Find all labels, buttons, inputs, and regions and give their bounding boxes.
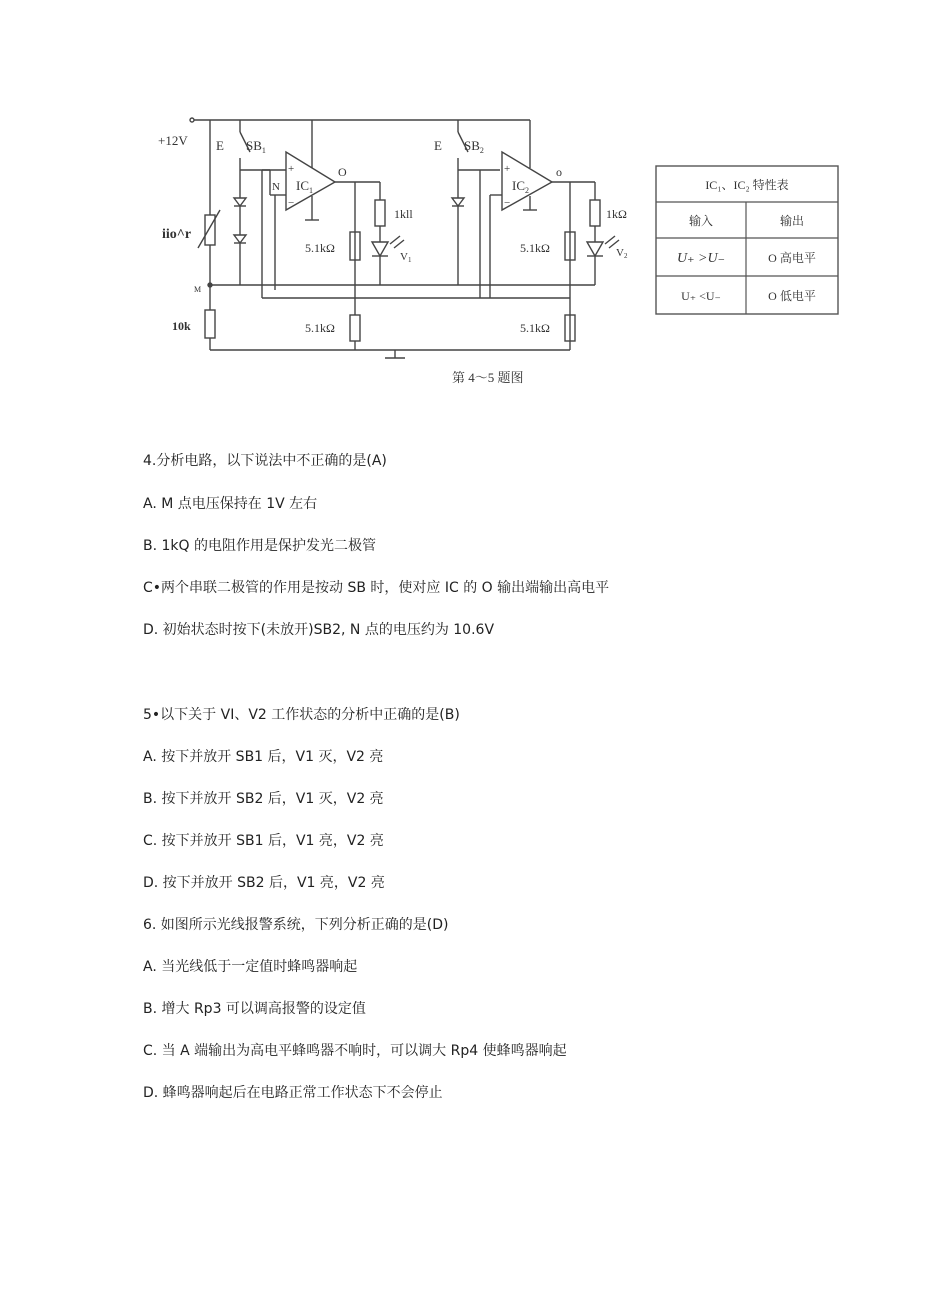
table-row1-output: O 高电平	[768, 251, 816, 265]
label-resistor-1k-left: 1kll	[394, 207, 413, 221]
question-4-option-d: D. 初始状态时按下(未放开)SB2, N 点的电压约为 10.6V	[143, 622, 495, 638]
label-resistor-51k-a: 5.1kΩ	[305, 241, 335, 255]
circuit-wires	[190, 118, 619, 358]
question-4-option-a: A. M 点电压保持在 1V 左右	[143, 496, 318, 512]
label-resistor-51k-c: 5.1kΩ	[520, 241, 550, 255]
table-header-input: 输入	[688, 214, 714, 228]
figure-caption: 第 4～5 题图	[452, 370, 524, 385]
question-6-stem: 6. 如图所示光线报警系统，下列分析正确的是(D)	[143, 917, 449, 933]
question-6-option-c: C. 当 A 端输出为高电平蜂鸣器不响时，可以调大 Rp4 使蜂鸣器响起	[143, 1043, 567, 1059]
label-ic2-plus: +	[504, 163, 511, 175]
label-n: N	[272, 181, 280, 193]
label-v2: V2	[616, 247, 628, 260]
label-ic1-plus: +	[288, 163, 295, 175]
question-5-option-d: D. 按下并放开 SB2 后，V1 亮，V2 亮	[143, 875, 385, 891]
question-5-stem: 5•以下关于 VI、V2 工作状态的分析中正确的是(B)	[143, 707, 460, 723]
circuit-figure	[150, 110, 850, 385]
question-5-option-b: B. 按下并放开 SB2 后，V1 灭，V2 亮	[143, 791, 384, 807]
label-ic1-minus: −	[288, 197, 295, 209]
label-ic1: $IC_1$	[296, 178, 313, 195]
label-sb2: $SB_2$	[464, 138, 484, 155]
table-header-output: 输出	[779, 214, 805, 228]
label-10k: 10k	[172, 319, 191, 333]
question-6-option-a: A. 当光线低于一定值时蜂鸣器响起	[143, 959, 358, 975]
label-supply: +12V	[158, 133, 188, 148]
table-row2-output: O 低电平	[768, 289, 816, 303]
label-resistor-51k-d: 5.1kΩ	[520, 321, 550, 335]
question-4-option-b: B. 1kQ 的电阻作用是保护发光二极管	[143, 538, 376, 554]
question-5-option-a: A. 按下并放开 SB1 后，V1 灭，V2 亮	[143, 749, 384, 765]
table-row1-input: U₊ >U₋	[677, 251, 725, 266]
question-4-option-c: C•两个串联二极管的作用是按动 SB 时，使对应 IC 的 O 输出端输出高电平	[143, 580, 610, 596]
label-v1: V1	[400, 251, 412, 264]
label-o1: O	[338, 165, 347, 179]
question-6-option-b: B. 增大 Rp3 可以调高报警的设定值	[143, 1001, 366, 1017]
table-row2-input: U₊ <U₋	[681, 289, 721, 303]
label-m: M	[194, 285, 202, 294]
label-resistor-1k-right: 1kΩ	[606, 207, 627, 221]
label-ic2-minus: −	[504, 197, 511, 209]
label-variable-resistor: iio^r	[162, 227, 192, 242]
label-resistor-51k-b: 5.1kΩ	[305, 321, 335, 335]
label-sb1: $SB_1$	[246, 138, 266, 155]
question-4-stem: 4.分析电路，以下说法中不正确的是(A)	[143, 453, 387, 469]
label-ic2: $IC_2$	[512, 178, 529, 195]
label-e2: E	[434, 138, 442, 153]
label-e1: E	[216, 138, 224, 153]
ic-characteristics-table	[656, 166, 838, 314]
label-o2: o	[556, 165, 562, 179]
question-6-option-d: D. 蜂鸣器响起后在电路正常工作状态下不会停止	[143, 1085, 443, 1101]
question-5-option-c: C. 按下并放开 SB1 后，V1 亮，V2 亮	[143, 833, 384, 849]
table-title: IC₁、IC₂ 特性表	[705, 178, 789, 192]
